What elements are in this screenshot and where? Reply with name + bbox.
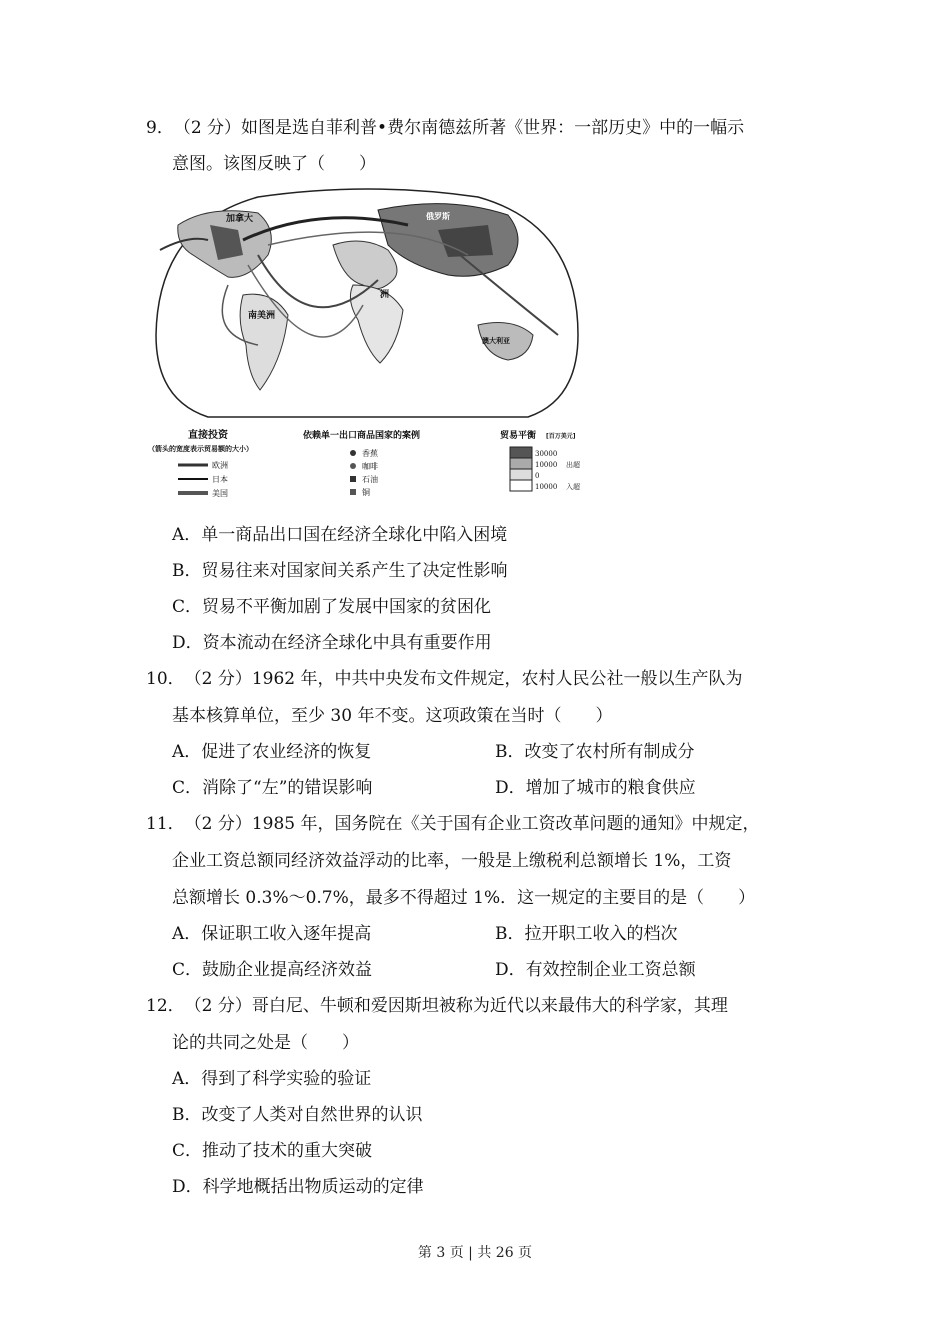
q9-option-b[interactable]: B．贸易往来对国家间关系产生了决定性影响 [172, 561, 508, 581]
legend-trade-value-2: 10000 [535, 461, 558, 469]
legend-trade-deficit: 入超 [566, 483, 580, 491]
q12-option-c[interactable]: C．推动了技术的重大突破 [172, 1141, 373, 1161]
q12-option-a[interactable]: A．得到了科学实验的验证 [172, 1069, 372, 1089]
world-trade-map [148, 185, 583, 505]
legend-trade-title: 贸易平衡 [500, 431, 537, 441]
q10-option-d[interactable]: D．增加了城市的粮食供应 [495, 778, 696, 798]
q12-option-d[interactable]: D．科学地概括出物质运动的定律 [172, 1177, 424, 1197]
legend-trade-surplus: 出超 [566, 461, 580, 469]
banana-icon [350, 450, 356, 456]
q10-text-1: （2 分）1962 年，中共中央发布文件规定，农村人民公社一般以生产队为 [184, 669, 743, 689]
q10-stem-line1 [146, 667, 743, 691]
trade-swatch-2 [510, 458, 532, 469]
legend-investment-title: 直接投资 [188, 430, 228, 441]
legend-single-copper: 铜 [362, 488, 370, 497]
coffee-icon [350, 463, 356, 469]
q12-option-b[interactable]: B．改变了人类对自然世界的认识 [172, 1105, 423, 1125]
q12-text-1: （2 分）哥白尼、牛顿和爱因斯坦被称为近代以来最伟大的科学家，其理 [184, 996, 728, 1016]
q10-option-a[interactable]: A．促进了农业经济的恢复 [172, 742, 372, 762]
q10-number: 10． [146, 669, 185, 689]
q9-option-a[interactable]: A．单一商品出口国在经济全球化中陷入困境 [172, 525, 508, 545]
q9-option-c[interactable]: C．贸易不平衡加剧了发展中国家的贫困化 [172, 597, 492, 617]
legend-investment-japan: 日本 [212, 475, 228, 484]
copper-icon [350, 489, 356, 495]
q11-number: 11． [146, 814, 185, 834]
q9-number: 9． [146, 118, 174, 138]
trade-swatch-3 [510, 469, 532, 480]
q10-option-c[interactable]: C．消除了“左”的错误影响 [172, 778, 373, 798]
map-label-south-america: 南美洲 [248, 311, 276, 321]
map-label-russia: 俄罗斯 [426, 212, 450, 221]
legend-investment-usa: 美国 [212, 489, 228, 498]
q11-option-b[interactable]: B．拉开职工收入的档次 [495, 924, 678, 944]
q10-stem-line2: 基本核算单位，至少 30 年不变。这项政策在当时（ ） [172, 706, 613, 726]
legend-trade-value-3: 0 [535, 472, 540, 480]
q9-stem-line1 [146, 116, 744, 140]
legend-investment-note: （箭头的宽度表示贸易额的大小） [148, 445, 253, 453]
q11-option-c[interactable]: C．鼓励企业提高经济效益 [172, 960, 373, 980]
legend-single-oil: 石油 [362, 475, 378, 484]
q9-option-d[interactable]: D．资本流动在经济全球化中具有重要作用 [172, 633, 492, 653]
legend-trade-unit: [百万美元] [546, 433, 576, 440]
map-label-africa: 洲 [380, 290, 390, 300]
q11-stem-line3: 总额增长 0.3%～0.7%，最多不得超过 1%．这一规定的主要目的是（ ） [172, 888, 756, 908]
q10-option-b[interactable]: B．改变了农村所有制成分 [495, 742, 695, 762]
legend-investment-europe: 欧洲 [212, 461, 228, 470]
legend-trade-value-1: 30000 [535, 450, 558, 458]
map-label-canada: 加拿大 [226, 214, 254, 224]
q11-stem-line2: 企业工资总额同经济效益浮动的比率，一般是上缴税利总额增长 1%，工资 [172, 851, 732, 871]
q9-stem-line2: 意图。该图反映了（ ） [172, 154, 376, 174]
legend-trade-value-4: 10000 [535, 483, 558, 491]
q12-stem-line2: 论的共同之处是（ ） [172, 1033, 359, 1053]
oil-icon [350, 476, 356, 482]
page-footer: 第 3 页 | 共 26 页 [417, 1245, 533, 1261]
q11-option-d[interactable]: D．有效控制企业工资总额 [495, 960, 696, 980]
legend-single-title: 依赖单一出口商品国家的案例 [303, 431, 421, 441]
legend-single-coffee: 咖啡 [362, 462, 378, 471]
q12-stem-line1 [146, 994, 728, 1018]
q11-option-a[interactable]: A．保证职工收入逐年提高 [172, 924, 372, 944]
legend-single-banana: 香蕉 [362, 449, 378, 458]
q11-text-1: （2 分）1985 年，国务院在《关于国有企业工资改革问题的通知》中规定， [184, 814, 760, 834]
trade-swatch-4 [510, 480, 532, 491]
trade-swatch-1 [510, 447, 532, 458]
q9-text-1: （2 分）如图是选自菲利普•费尔南德兹所著《世界：一部历史》中的一幅示 [173, 118, 745, 138]
map-label-australia: 澳大利亚 [482, 337, 510, 345]
q12-number: 12． [146, 996, 185, 1016]
q11-stem-line1 [146, 812, 760, 836]
